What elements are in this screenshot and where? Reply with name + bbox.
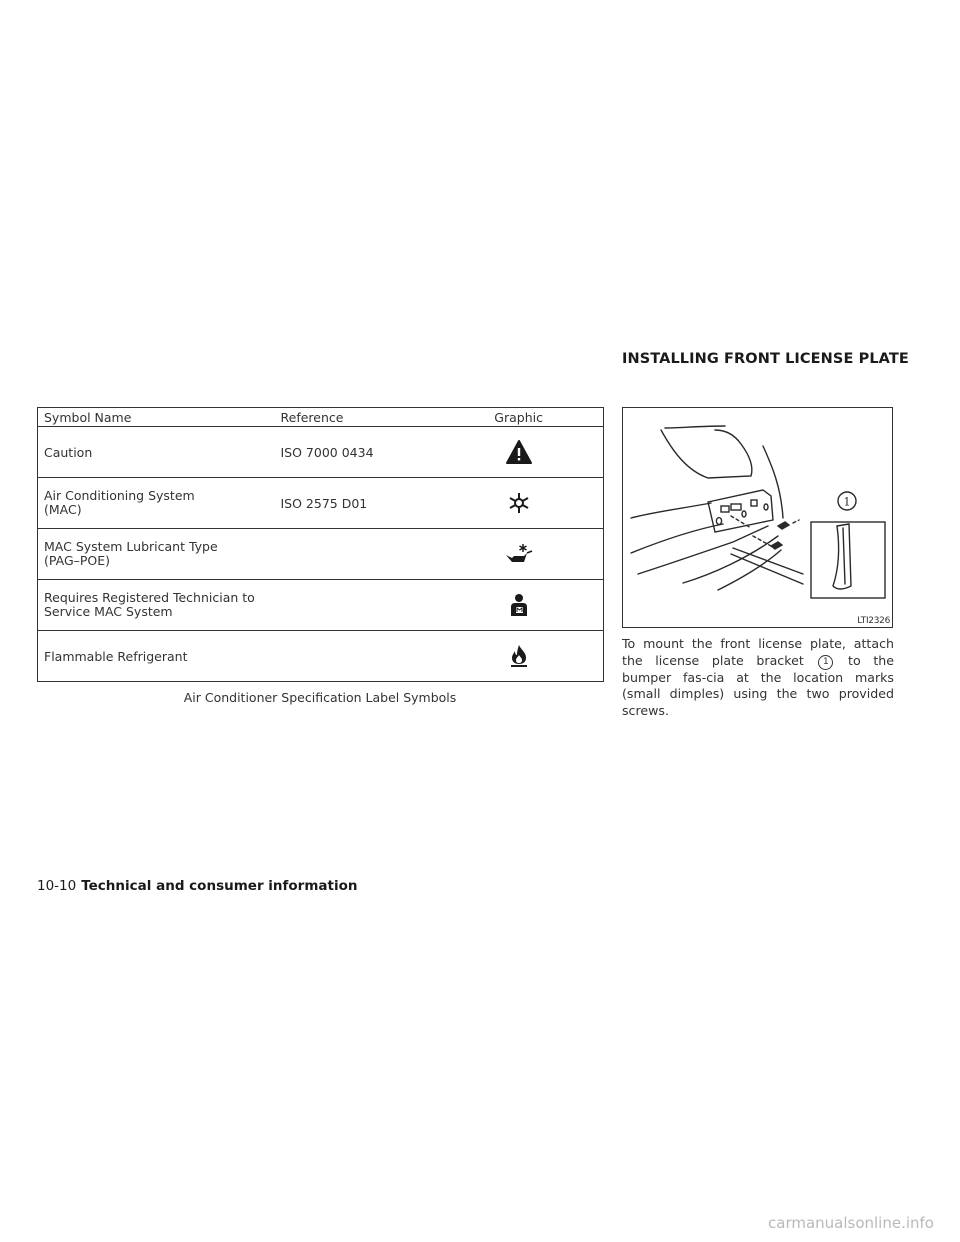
symbol-name-cell: Flammable Refrigerant xyxy=(38,631,275,682)
license-plate-bracket-figure xyxy=(622,407,893,628)
callout-number: 1 xyxy=(843,495,851,509)
graphic-cell xyxy=(435,529,604,580)
instruction-text-start: To mount the front license plate, attach the license plate bracket xyxy=(622,636,894,668)
table-row xyxy=(38,529,604,580)
reference-cell xyxy=(275,580,435,631)
section-title: INSTALLING FRONT LICENSE PLATE xyxy=(622,351,909,367)
graphic-cell xyxy=(435,580,604,631)
snowflake-icon xyxy=(508,492,530,514)
technician-icon xyxy=(508,593,530,617)
page-footer xyxy=(37,878,357,894)
warning-triangle-icon xyxy=(506,440,532,464)
symbol-name-cell: Caution xyxy=(38,427,275,478)
reference-cell xyxy=(275,529,435,580)
reference-cell: ISO 7000 0434 xyxy=(275,427,435,478)
symbol-name-cell: Requires Registered Technician to Service MAC System xyxy=(38,580,275,631)
flame-icon xyxy=(509,644,529,668)
bumper-illustration xyxy=(623,408,892,627)
table-row xyxy=(38,580,604,631)
graphic-cell xyxy=(435,427,604,478)
figure-code: LTI2326 xyxy=(857,616,890,626)
header-graphic: Graphic xyxy=(435,408,604,427)
symbol-name-cell: MAC System Lubricant Type (PAG–POE) xyxy=(38,529,275,580)
table-caption: Air Conditioner Specification Label Symbols xyxy=(183,690,457,705)
table-row xyxy=(38,631,604,682)
oil-can-snowflake-icon xyxy=(504,543,534,565)
watermark: carmanualsonline.info xyxy=(768,1214,934,1232)
header-reference: Reference xyxy=(275,408,435,427)
instruction-text-end: to the bumper fas-cia at the location marks (small dimples) using the two provided screws. xyxy=(622,652,894,718)
table-row xyxy=(38,478,604,529)
reference-cell: ISO 2575 D01 xyxy=(275,478,435,529)
chapter-title: Technical and consumer information xyxy=(81,878,358,894)
symbol-table xyxy=(37,407,604,682)
table-header-row xyxy=(38,408,604,427)
graphic-cell xyxy=(435,631,604,682)
table-row xyxy=(38,427,604,478)
bracket-marker: 1 xyxy=(818,655,833,670)
header-symbol-name: Symbol Name xyxy=(38,408,275,427)
graphic-cell xyxy=(435,478,604,529)
page-number: 10-10 xyxy=(37,878,77,894)
symbol-name-cell: Air Conditioning System (MAC) xyxy=(38,478,275,529)
reference-cell xyxy=(275,631,435,682)
instruction-paragraph xyxy=(622,636,894,719)
